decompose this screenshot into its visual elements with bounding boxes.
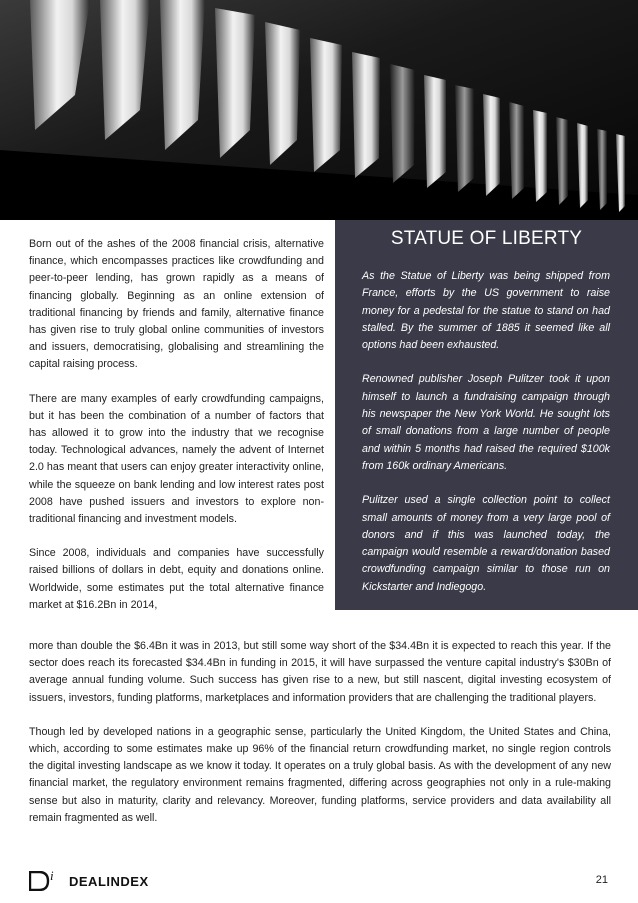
body-paragraph: There are many examples of early crowdfunding campaigns, but it has been the combination of a number of factors that has allowed it to grow into the industry that we recognise today. Technological advances, namely the advent of Internet 2.0 has meant that users can enjoy greater interactivity online, while the squeeze on bank lending and low interest rates post 2008 have pushed issuers and investors to explore non-traditional financing and investment models. xyxy=(29,392,324,526)
body-paragraph: more than double the $6.4Bn it was in 2013, but still some way short of the $34.4Bn it is expected to reach this year. If the sector does reach its forecasted $34.4Bn in funding in 2015, it will have surpassed the venture capital industry's $30Bn of average annual funding volume. Such success has given rise to a new, but still nascent, digital investing ecosystem of issuers, investors, funding platforms, marketplaces and information providers that are challenging the traditional players. xyxy=(29,640,611,704)
body-paragraph: Since 2008, individuals and companies have successfully raised billions of dollars in debt, equity and donations online. Worldwide, some estimates put the total alternative finance market at $16.2Bn in 2014, xyxy=(29,547,324,611)
logo-mark-letter: i xyxy=(50,868,54,883)
hero-photo xyxy=(0,0,638,220)
body-column-left xyxy=(29,236,324,614)
sidebar-body xyxy=(362,268,610,613)
body-paragraph: Though led by developed nations in a geographic sense, particularly the United Kingdom, the United States and China, which, according to some estimates make up 96% of the financial return crowdfunding market, no single region controls the digital investing landscape as we know it today. It operates on a truly global basis. As with the development of any new financial market, the regulatory environment remains fragmented, differing across geographies not only in a rule-making sense but also in maturity, clarity and relevancy. Moreover, funding platforms, service providers and data availability all remain fragmented as well. xyxy=(29,725,611,824)
sidebar-paragraph: Pulitzer used a single collection point to collect small amounts of money from a very large pool of donors and if this was launched today, the campaign would resemble a reward/donation based crowdfunding campaign similar to those run on Kickstarter and Indiegogo. xyxy=(362,494,610,593)
sidebar-title: STATUE OF LIBERTY xyxy=(390,228,583,249)
statue-of-liberty-sidebar xyxy=(335,220,638,610)
body-column-full xyxy=(29,638,611,844)
sidebar-paragraph: Renowned publisher Joseph Pulitzer took it upon himself to launch a fundraising campaign through his newspaper the New York World. He sought lots of small donations from a large number of people and within 5 months had raised the required $100k from 160k ordinary Americans. xyxy=(362,373,610,472)
architecture-image xyxy=(0,0,638,220)
body-paragraph: Born out of the ashes of the 2008 financial crisis, alternative finance, which encompasses practices like crowdfunding and peer-to-peer lending, has grown rapidly as a means of financing globally. Beginning as an online extension of traditional financing by friends and family, alternative finance has given rise to truly global online communities of investors and issuers, democratising, globalising and streamlining the capital raising process. xyxy=(29,238,324,371)
brand-name: DEALINDEX xyxy=(69,874,149,889)
sidebar-paragraph: As the Statue of Liberty was being shipped from France, efforts by the US government to raise money for a pedestal for the statue to stand on had stalled. By the summer of 1885 it seemed like all options had been exhausted. xyxy=(362,270,610,352)
page-number: 21 xyxy=(595,874,608,886)
